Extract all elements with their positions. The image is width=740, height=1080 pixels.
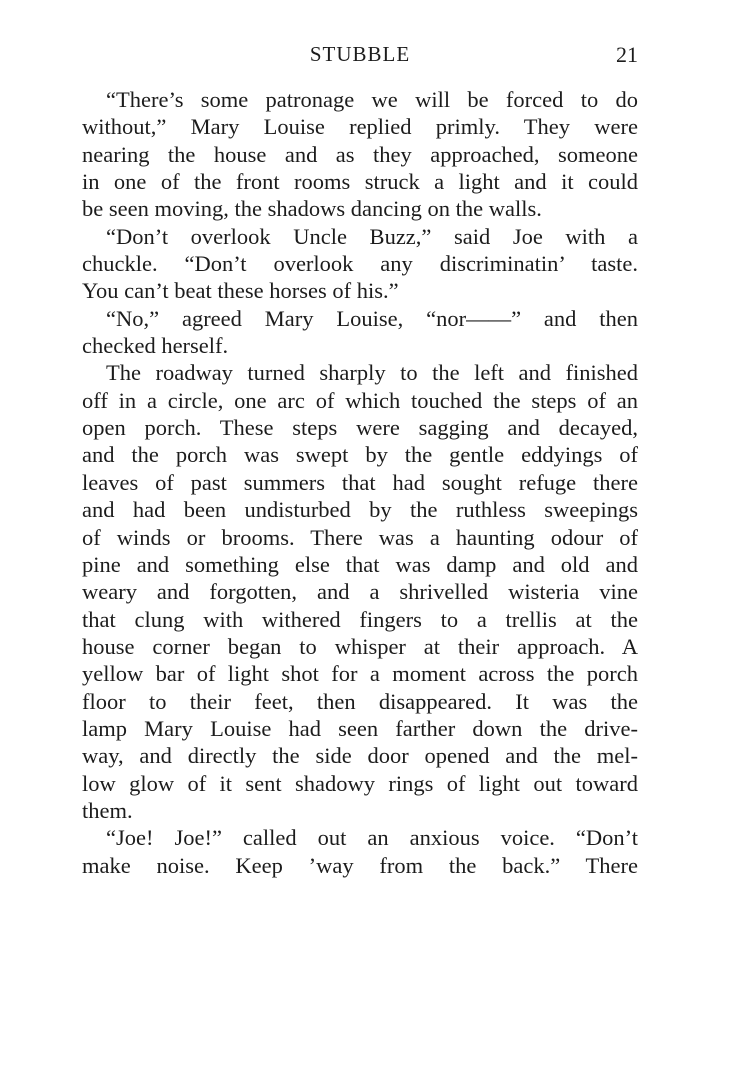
text-line: leaves of past summers that had sought refuge there — [82, 469, 638, 495]
text-line: nearing the house and as they approached, someone — [82, 141, 638, 167]
text-line: pine and something else that was damp and old and — [82, 551, 638, 577]
text-line: low glow of it sent shadowy rings of light out toward — [82, 770, 638, 796]
text-line: floor to their feet, then disappeared. It was the — [82, 688, 638, 714]
text-line: “Don’t overlook Uncle Buzz,” said Joe with a — [106, 223, 638, 249]
text-line: of winds or brooms. There was a haunting odour of — [82, 524, 638, 550]
text-line: way, and directly the side door opened and the mel- — [82, 743, 638, 769]
text-line: yellow bar of light shot for a moment across the porch — [82, 661, 638, 687]
text-line: “There’s some patronage we will be forced to do — [106, 87, 638, 112]
text-line: “No,” agreed Mary Louise, “nor——” and then — [106, 305, 638, 331]
running-header — [82, 42, 638, 76]
running-title: STUBBLE — [309, 42, 411, 66]
text-line: You can’t beat these horses of his.” — [82, 278, 399, 304]
text-line: them. — [82, 797, 133, 823]
body-text — [82, 86, 638, 879]
text-line: be seen moving, the shadows dancing on the walls. — [82, 196, 542, 222]
text-line: in one of the front rooms struck a light and it could — [82, 169, 638, 195]
text-line: weary and forgotten, and a shrivelled wisteria vine — [82, 579, 638, 605]
text-line: The roadway turned sharply to the left and finished — [106, 360, 638, 386]
page-number: 21 — [616, 42, 638, 67]
text-line: open porch. These steps were sagging and decayed, — [82, 415, 638, 441]
text-line: and the porch was swept by the gentle eddyings of — [82, 442, 638, 468]
text-line: lamp Mary Louise had seen farther down the drive- — [82, 715, 638, 741]
text-line: make noise. Keep ’way from the back.” There — [82, 852, 638, 878]
text-line: without,” Mary Louise replied primly. They were — [82, 114, 638, 140]
text-line: “Joe! Joe!” called out an anxious voice. “Don’t — [106, 825, 638, 851]
text-line: off in a circle, one arc of which touched the steps of an — [82, 387, 638, 413]
text-line: chuckle. “Don’t overlook any discriminatin’ taste. — [82, 251, 638, 277]
text-line: and had been undisturbed by the ruthless sweepings — [82, 497, 638, 523]
text-line: checked herself. — [82, 333, 229, 359]
text-line: house corner began to whisper at their approach. A — [82, 633, 638, 659]
text-line: that clung with withered fingers to a trellis at the — [82, 606, 638, 632]
